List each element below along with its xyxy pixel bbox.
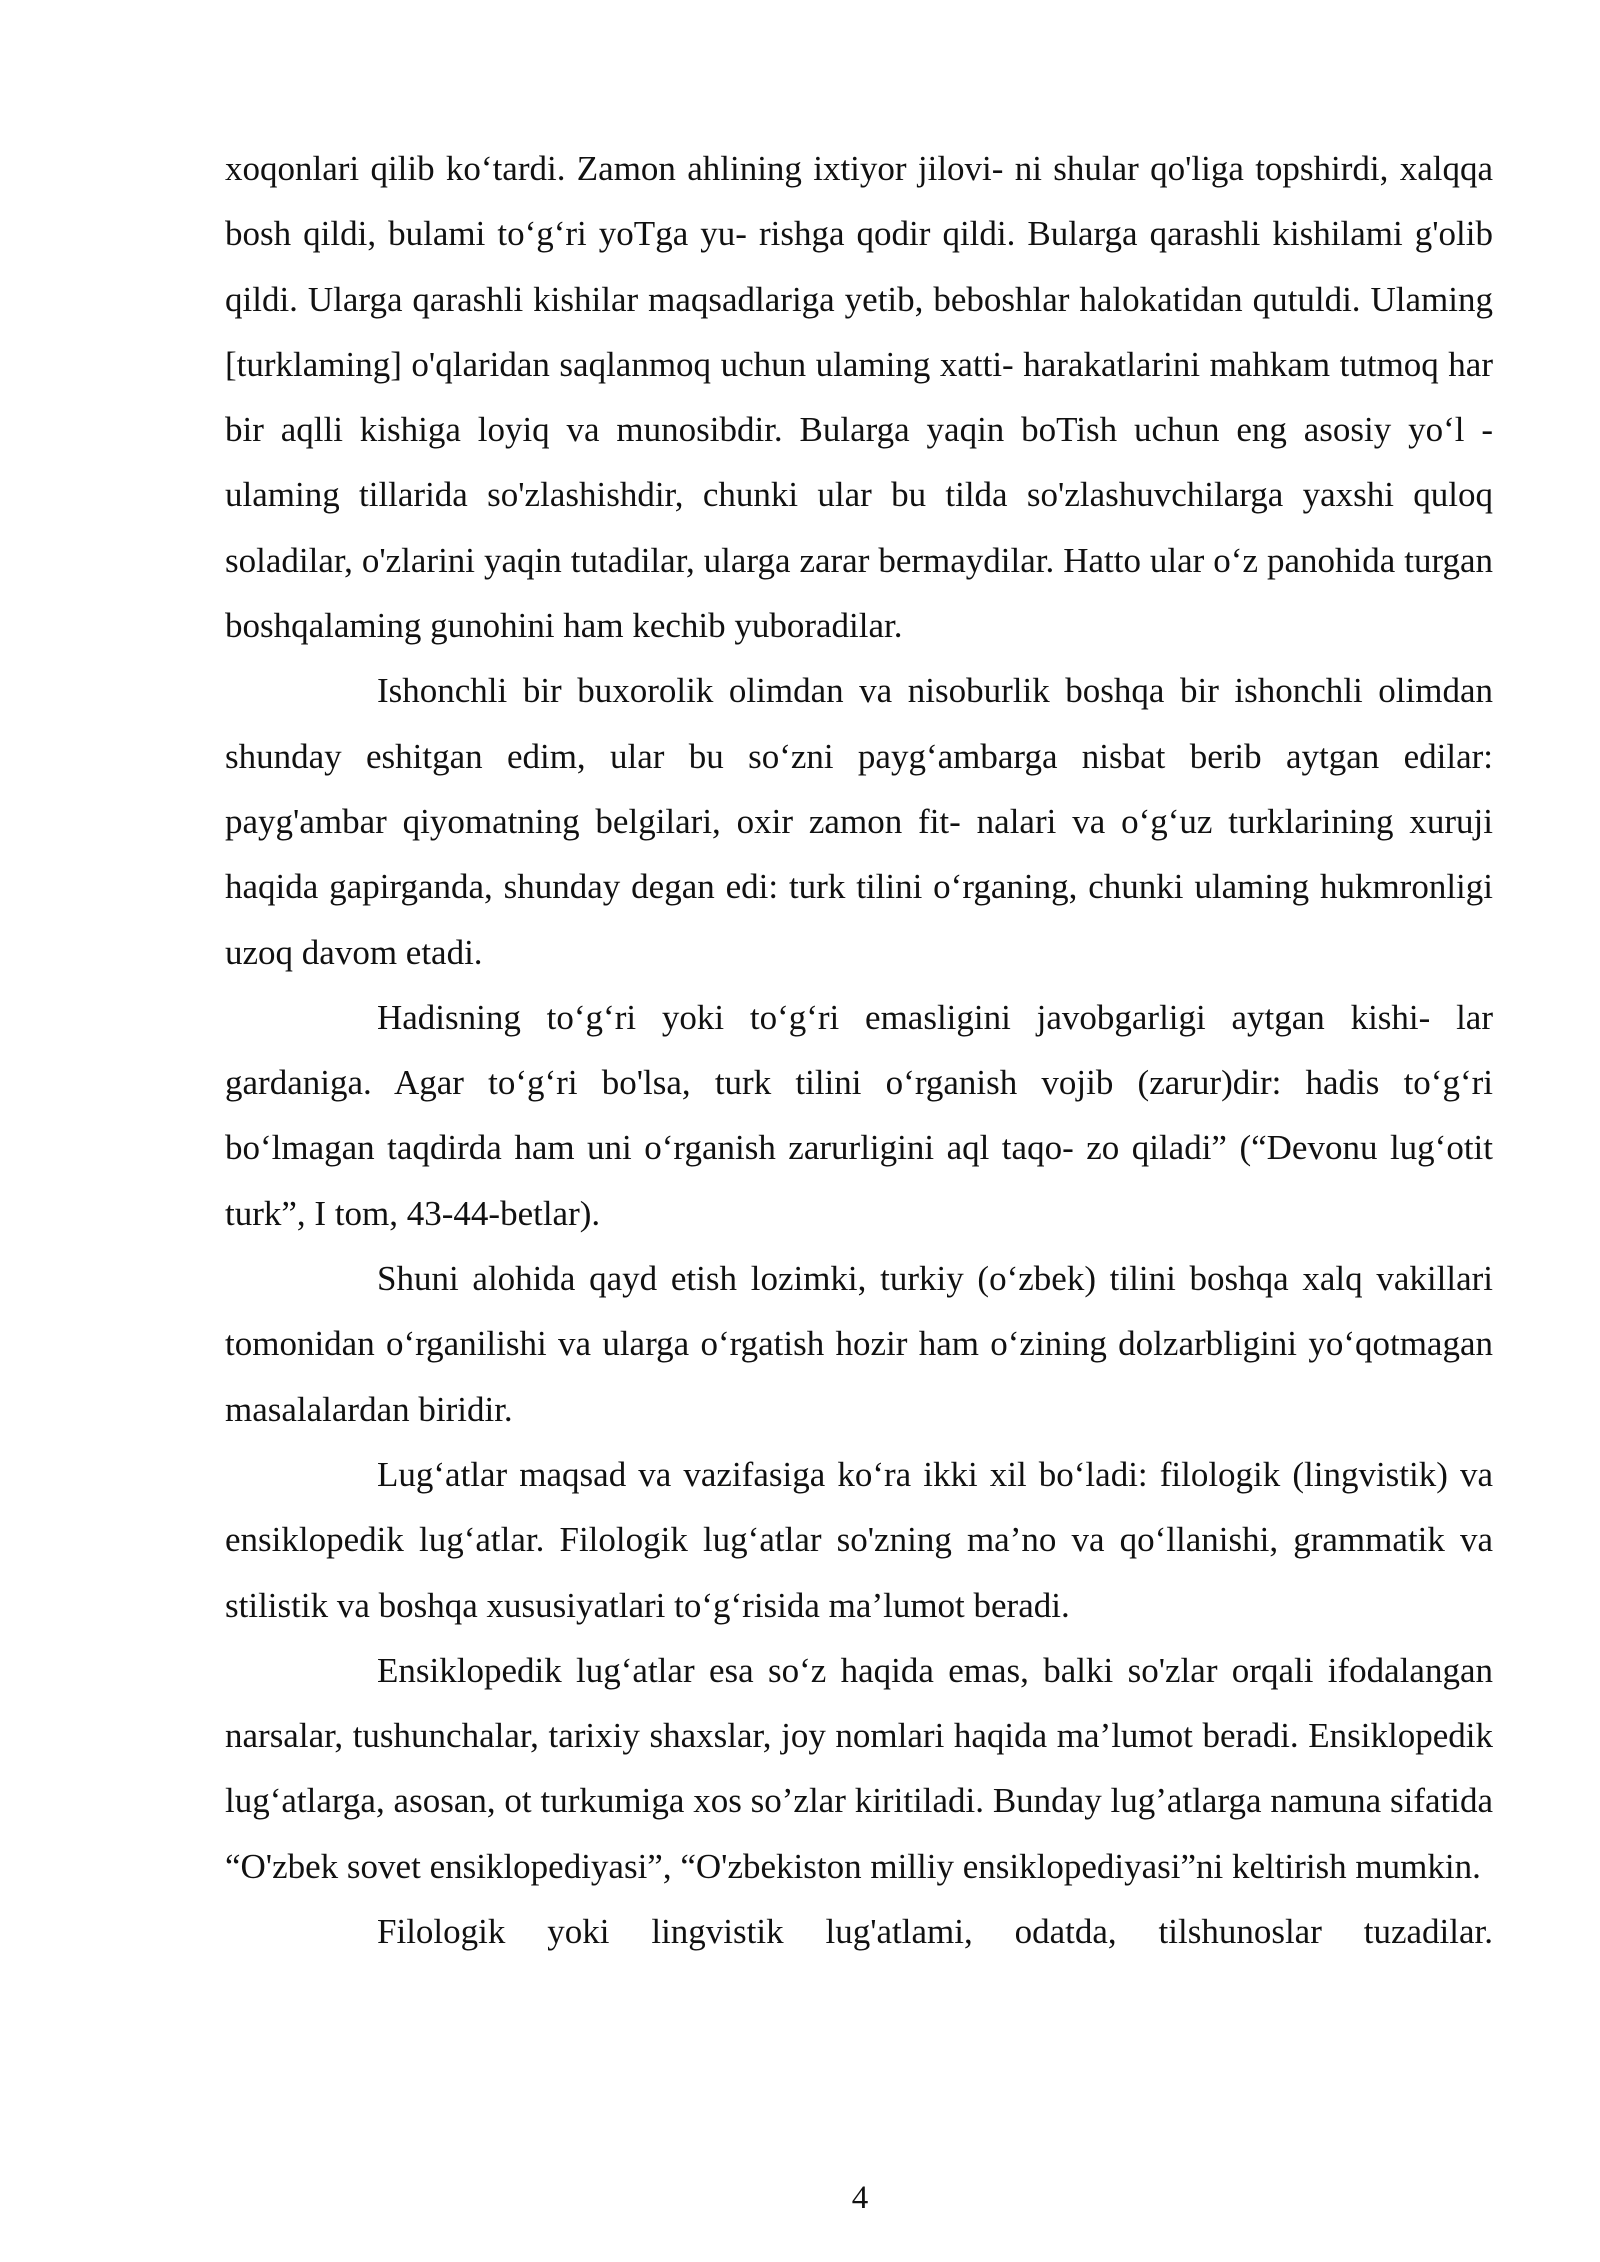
paragraph: Hadisning to‘g‘ri yoki to‘g‘ri emasligini javobgarligi aytgan kishi- lar gardaniga. Agar to‘g‘ri bo'lsa, turk tilini o‘rganish vojib (zarur)dir: hadis to‘g‘ri bo‘lmagan taqdirda ham uni o‘rganish zarurligini aql taqo- zo qiladi” (“Devonu lug‘otit turk”, I tom, 43-44-betlar). (225, 997, 1493, 1233)
paragraph: Ishonchli bir buxorolik olimdan va nisoburlik boshqa bir ishonchli olimdan shunday eshitgan edim, ular bu so‘zni payg‘ambarga nisbat berib aytgan edilar: payg'ambar qiyomatning belgilari, oxir zamon fit- nalari va o‘g‘uz turklarining xuruji haqida gapirganda, shunday degan edi: turk tilini o‘rganing, chunki ulaming hukmronligi uzoq davom etadi. (225, 671, 1493, 972)
page-number: 4 (851, 2180, 869, 2216)
paragraph: Shuni alohida qayd etish lozimki, turkiy (o‘zbek) tilini boshqa xalq vakillari tomonidan o‘rganilishi va ularga o‘rgatish hozir ham o‘zining dolzarbligini yo‘qotmagan masalalardan biridir. (225, 1259, 1493, 1429)
paragraph: Lug‘atlar maqsad va vazifasiga ko‘ra ikki xil bo‘ladi: filologik (lingvistik) va ensiklopedik lug‘atlar. Filologik lug‘atlar so'zning ma’no va qo‘llanishi, grammatik va stilistik va boshqa xususiyatlari to‘g‘risida ma’lumot beradi. (225, 1454, 1493, 1625)
paragraph: Ensiklopedik lug‘atlar esa so‘z haqida emas, balki so'zlar orqali ifodalangan narsalar, tushunchalar, tarixiy shaxslar, joy nomlari haqida ma’lumot beradi. Ensiklopedik lug‘atlarga, asosan, ot turkumiga xos so’zlar kiritiladi. Bunday lug’atlarga namuna sifatida “O'zbek sovet ensiklopediyasi”, “O'zbekiston milliy ensiklopediyasi”ni keltirish mumkin. (225, 1650, 1493, 1886)
paragraph: Filologik yoki lingvistik lug'atlami, odatda, tilshunoslar tuzadilar. (377, 1912, 1493, 1952)
body-text (225, 136, 1493, 1964)
paragraph: xoqonlari qilib ko‘tardi. Zamon ahlining ixtiyor jilovi- ni shular qo'liga topshirdi, xalqqa bosh qildi, bulami to‘g‘ri yoTga yu- rishga qodir qildi. Bularga qarashli kishilami g'olib qildi. Ularga qarashli kishilar maqsadlariga yetib, beboshlar halokatidan qutuldi. Ulaming [turklaming] o'qlaridan saqlanmoq uchun ulaming xatti- harakatlarini mahkam tutmoq har bir aqlli kishiga loyiq va munosibdir. Bularga yaqin boTish uchun eng asosiy yo‘l - ulaming tillarida so'zlashishdir, chunki ular bu tilda so'zlashuvchilarga yaxshi quloq soladilar, o'zlarini yaqin tutadilar, ularga zarar bermaydilar. Hatto ular o‘z panohida turgan boshqalaming gunohini ham kechib yuboradilar. (225, 149, 1493, 646)
